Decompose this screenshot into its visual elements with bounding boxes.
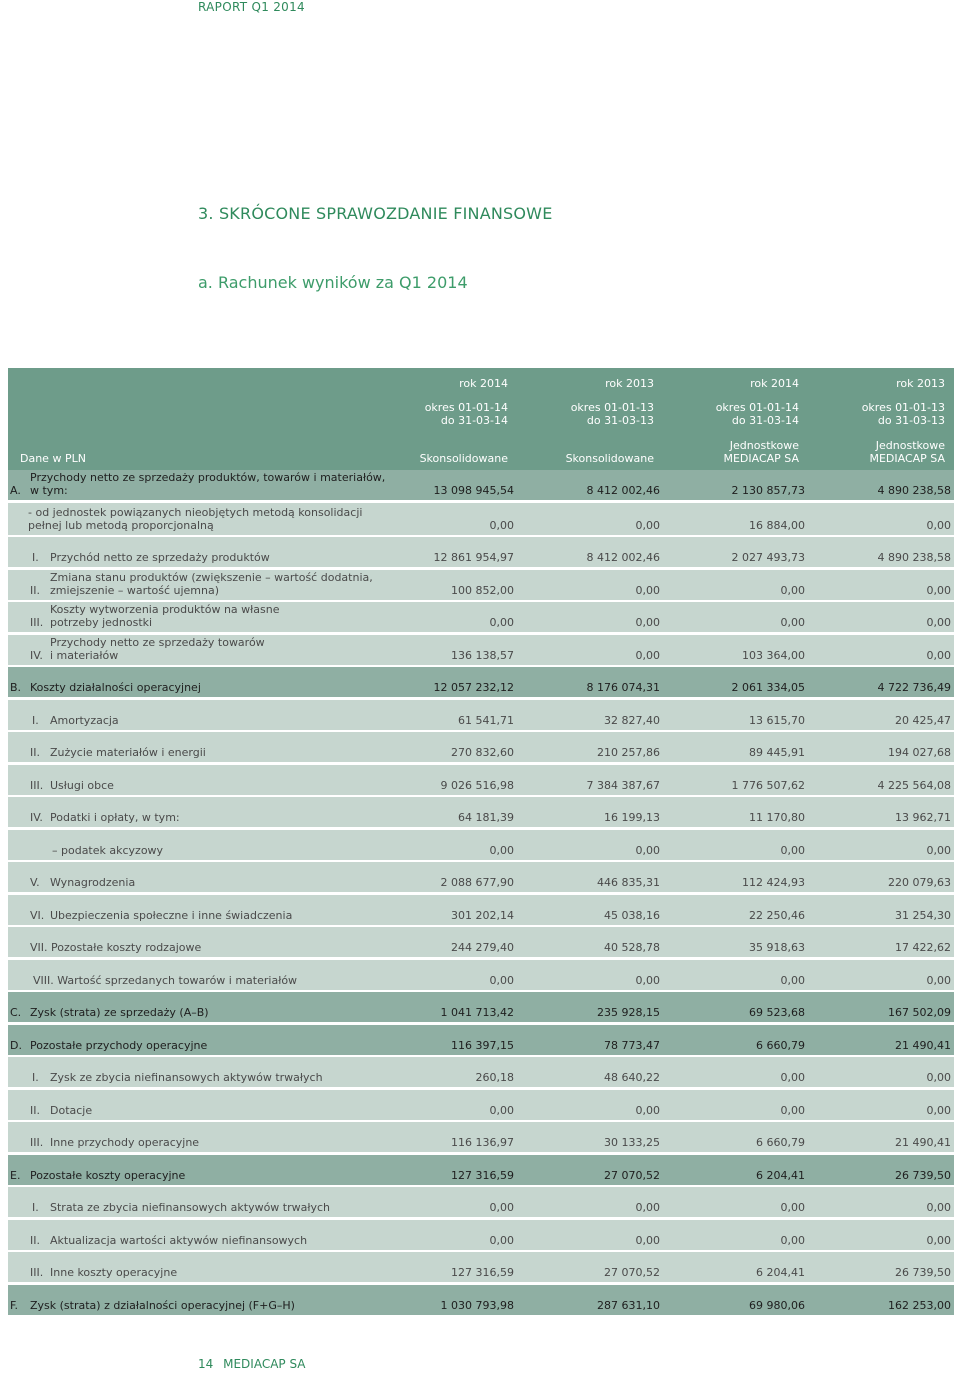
row-value-col-4: 0,00 xyxy=(926,583,951,597)
row-value-col-4: 20 425,47 xyxy=(895,713,951,727)
row-text: Pozostałe przychody operacyjne xyxy=(30,1038,208,1052)
row-value-col-2: 32 827,40 xyxy=(604,713,660,727)
row-number: III. xyxy=(30,1266,44,1279)
row-text: Zysk (strata) ze sprzedaży (A–B) xyxy=(30,1006,209,1019)
row-value-col-4: 4 722 736,49 xyxy=(877,681,951,694)
row-number: IV. xyxy=(30,811,43,824)
row-value-col-4: 31 254,30 xyxy=(895,908,951,922)
row-value-col-3: 6 660,79 xyxy=(756,1136,805,1149)
row-number: I. xyxy=(32,1201,39,1214)
row-value-col-1: 1 030 793,98 xyxy=(440,1298,514,1312)
row-value-col-4: 162 253,00 xyxy=(888,1298,951,1312)
row-value-col-1: 0,00 xyxy=(489,518,514,532)
row-value-col-4: 0,00 xyxy=(926,973,951,987)
row-value-col-2: 287 631,10 xyxy=(597,1298,660,1312)
row-value-col-4: 0,00 xyxy=(926,616,951,629)
table-row xyxy=(8,537,954,567)
row-value-col-1: 0,00 xyxy=(489,1103,514,1117)
row-value-col-2: 0,00 xyxy=(635,1103,660,1117)
row-value-col-2: 0,00 xyxy=(635,616,660,629)
section-title: 3. SKRÓCONE SPRAWOZDANIE FINANSOWE xyxy=(198,204,553,223)
col-period2-3: do 31-03-14 xyxy=(731,414,799,427)
row-value-col-2: 8 412 002,46 xyxy=(586,551,660,564)
col-period1-4: okres 01-01-13 xyxy=(861,401,945,414)
row-value-col-3: 0,00 xyxy=(780,1201,805,1214)
row-value-col-3: 2 130 857,73 xyxy=(731,484,805,497)
row-text: Usługi obce xyxy=(50,778,114,792)
table-row xyxy=(8,1187,954,1217)
table-header xyxy=(8,368,954,470)
table-row xyxy=(8,1155,954,1185)
row-number: II. xyxy=(30,1103,40,1117)
row-text: Wynagrodzenia xyxy=(50,876,136,889)
col-period2-4: do 31-03-13 xyxy=(877,414,945,427)
table-row xyxy=(8,1220,954,1250)
row-value-col-1: 12 057 232,12 xyxy=(433,681,514,694)
row-text: Aktualizacja wartości aktywów niefinansowych xyxy=(50,1233,308,1247)
row-text: Amortyzacja xyxy=(50,713,119,727)
row-number: B. xyxy=(10,681,22,694)
row-value-col-3: 0,00 xyxy=(780,973,805,987)
row-value-col-3: 103 364,00 xyxy=(742,648,805,662)
row-value-col-2: 0,00 xyxy=(635,1233,660,1247)
table-row xyxy=(8,960,954,990)
row-number: F. xyxy=(10,1298,19,1312)
row-value-col-1: 116 136,97 xyxy=(451,1136,514,1149)
row-value-col-2: 27 070,52 xyxy=(604,1168,660,1182)
running-header: RAPORT Q1 2014 xyxy=(198,0,305,14)
row-value-col-3: 0,00 xyxy=(780,1103,805,1117)
row-value-col-3: 16 884,00 xyxy=(749,518,805,532)
row-value-col-1: 116 397,15 xyxy=(451,1038,514,1052)
row-value-col-1: 100 852,00 xyxy=(451,583,514,597)
row-number: V. xyxy=(30,876,40,889)
row-text: Przychody netto ze sprzedaży produktów, towarów i materiałów, w tym: xyxy=(30,471,386,497)
row-value-col-1: 260,18 xyxy=(475,1071,514,1084)
table-row xyxy=(8,1285,954,1315)
table-row xyxy=(8,602,954,632)
row-value-col-4: 0,00 xyxy=(926,1071,951,1084)
row-value-col-1: 13 098 945,54 xyxy=(433,484,514,497)
col-period2-1: do 31-03-14 xyxy=(440,414,508,427)
row-value-col-4: 4 890 238,58 xyxy=(877,551,951,564)
subtitle: a. Rachunek wyników za Q1 2014 xyxy=(198,273,468,292)
row-value-col-4: 21 490,41 xyxy=(895,1136,951,1149)
table-row xyxy=(8,667,954,697)
row-number: I. xyxy=(32,1071,39,1084)
col-type2-4: MEDIACAP SA xyxy=(869,452,945,465)
row-value-col-3: 6 204,41 xyxy=(756,1266,805,1279)
row-value-col-4: 0,00 xyxy=(926,1103,951,1117)
row-number: III. xyxy=(30,1136,44,1149)
row-value-col-2: 30 133,25 xyxy=(604,1136,660,1149)
row-value-col-4: 0,00 xyxy=(926,518,951,532)
row-number: C. xyxy=(10,1006,22,1019)
row-value-col-1: 301 202,14 xyxy=(451,908,514,922)
row-number: I. xyxy=(32,713,39,727)
row-value-col-3: 35 918,63 xyxy=(749,941,805,954)
row-value-col-3: 22 250,46 xyxy=(749,908,805,922)
row-value-col-3: 0,00 xyxy=(780,583,805,597)
table-row xyxy=(8,1025,954,1055)
row-value-col-1: 9 026 516,98 xyxy=(440,778,514,792)
row-value-col-2: 235 928,15 xyxy=(597,1006,660,1019)
col-year-2: rok 2013 xyxy=(605,377,654,390)
row-value-col-2: 210 257,86 xyxy=(597,746,660,759)
table-row xyxy=(8,1122,954,1152)
table-row xyxy=(8,635,954,665)
table-row xyxy=(8,927,954,957)
row-value-col-2: 27 070,52 xyxy=(604,1266,660,1279)
row-value-col-1: 1 041 713,42 xyxy=(440,1006,514,1019)
table-body xyxy=(8,470,954,1315)
row-text: Przychód netto ze sprzedaży produktów xyxy=(50,551,270,564)
row-number: III. xyxy=(30,616,44,629)
row-value-col-3: 0,00 xyxy=(780,1071,805,1084)
row-text: Dotacje xyxy=(50,1103,93,1117)
row-value-col-1: 0,00 xyxy=(489,843,514,857)
col-period1-2: okres 01-01-13 xyxy=(570,401,654,414)
row-number: A. xyxy=(10,484,21,497)
row-value-col-1: 0,00 xyxy=(489,1233,514,1247)
row-value-col-4: 17 422,62 xyxy=(895,941,951,954)
row-text: Zysk (strata) z działalności operacyjnej (F+G–H) xyxy=(30,1298,295,1312)
row-value-col-2: 7 384 387,67 xyxy=(586,778,660,792)
row-text: Zużycie materiałów i energii xyxy=(50,746,206,759)
table-row xyxy=(8,700,954,730)
row-value-col-1: 0,00 xyxy=(489,973,514,987)
col-year-3: rok 2014 xyxy=(750,377,799,390)
table-row xyxy=(8,895,954,925)
row-value-col-4: 0,00 xyxy=(926,1201,951,1214)
row-value-col-1: 12 861 954,97 xyxy=(433,551,514,564)
page-footer xyxy=(198,1357,306,1371)
row-number: II. xyxy=(30,583,40,597)
row-value-col-1: 0,00 xyxy=(489,1201,514,1214)
row-text: Inne koszty operacyjne xyxy=(50,1266,178,1279)
table-row xyxy=(8,470,954,500)
row-number: IV. xyxy=(30,648,43,662)
income-statement-table xyxy=(8,368,954,1317)
row-value-col-4: 13 962,71 xyxy=(895,811,951,824)
row-value-col-4: 0,00 xyxy=(926,1233,951,1247)
row-text: Podatki i opłaty, w tym: xyxy=(50,811,180,824)
row-value-col-3: 6 204,41 xyxy=(756,1168,805,1182)
row-value-col-2: 78 773,47 xyxy=(604,1038,660,1052)
table-row xyxy=(8,765,954,795)
col-year-4: rok 2013 xyxy=(896,377,945,390)
table-row xyxy=(8,1057,954,1087)
row-value-col-3: 1 776 507,62 xyxy=(731,778,805,792)
table-row xyxy=(8,570,954,600)
row-value-col-4: 21 490,41 xyxy=(895,1038,951,1052)
row-number: E. xyxy=(10,1168,21,1182)
table-row xyxy=(8,1252,954,1282)
row-value-col-4: 194 027,68 xyxy=(888,746,951,759)
row-number: II. xyxy=(30,1233,40,1247)
row-value-col-4: 26 739,50 xyxy=(895,1266,951,1279)
row-value-col-4: 26 739,50 xyxy=(895,1168,951,1182)
row-value-col-1: 2 088 677,90 xyxy=(440,876,514,889)
row-value-col-3: 0,00 xyxy=(780,1233,805,1247)
row-value-col-1: 244 279,40 xyxy=(451,941,514,954)
row-text: Koszty działalności operacyjnej xyxy=(30,681,201,694)
table-row xyxy=(8,732,954,762)
row-value-col-4: 0,00 xyxy=(926,648,951,662)
row-text: Przychody netto ze sprzedaży towarów i materiałów xyxy=(50,635,265,662)
row-value-col-2: 0,00 xyxy=(635,648,660,662)
row-text: Inne przychody operacyjne xyxy=(50,1136,200,1149)
row-value-col-2: 0,00 xyxy=(635,843,660,857)
row-value-col-3: 0,00 xyxy=(780,843,805,857)
row-value-col-3: 2 027 493,73 xyxy=(731,551,805,564)
row-value-col-1: 270 832,60 xyxy=(451,746,514,759)
row-number: I. xyxy=(32,551,39,564)
col-period2-2: do 31-03-13 xyxy=(586,414,654,427)
row-value-col-2: 16 199,13 xyxy=(604,811,660,824)
row-value-col-2: 48 640,22 xyxy=(604,1071,660,1084)
row-value-col-2: 0,00 xyxy=(635,583,660,597)
row-value-col-3: 11 170,80 xyxy=(749,811,805,824)
row-value-col-4: 220 079,63 xyxy=(888,876,951,889)
row-value-col-2: 0,00 xyxy=(635,973,660,987)
row-value-col-3: 89 445,91 xyxy=(749,746,805,759)
currency-label: Dane w PLN xyxy=(20,452,86,465)
row-text: Ubezpieczenia społeczne i inne świadczenia xyxy=(50,908,293,922)
col-type2-1: Skonsolidowane xyxy=(419,452,508,465)
row-value-col-3: 13 615,70 xyxy=(749,713,805,727)
row-value-col-2: 0,00 xyxy=(635,518,660,532)
col-year-1: rok 2014 xyxy=(459,377,508,390)
table-row xyxy=(8,503,954,535)
row-text: VIII. Wartość sprzedanych towarów i materiałów xyxy=(33,973,298,987)
row-value-col-3: 112 424,93 xyxy=(742,876,805,889)
row-value-col-4: 167 502,09 xyxy=(888,1006,951,1019)
row-value-col-2: 0,00 xyxy=(635,1201,660,1214)
row-value-col-1: 136 138,57 xyxy=(451,648,514,662)
row-value-col-2: 8 176 074,31 xyxy=(586,681,660,694)
row-value-col-2: 45 038,16 xyxy=(604,908,660,922)
col-period1-1: okres 01-01-14 xyxy=(424,401,508,414)
row-value-col-3: 69 523,68 xyxy=(749,1006,805,1019)
table-row xyxy=(8,992,954,1022)
row-number: III. xyxy=(30,778,44,792)
page-number: 14 xyxy=(198,1357,214,1371)
row-text: Koszty wytworzenia produktów na własne potrzeby jednostki xyxy=(50,603,280,629)
row-value-col-3: 2 061 334,05 xyxy=(731,681,805,694)
row-text: VII. Pozostałe koszty rodzajowe xyxy=(30,941,202,954)
table-row xyxy=(8,1090,954,1120)
row-value-col-3: 0,00 xyxy=(780,616,805,629)
row-text: Pozostałe koszty operacyjne xyxy=(30,1168,186,1182)
row-value-col-1: 127 316,59 xyxy=(451,1266,514,1279)
row-number: II. xyxy=(30,746,40,759)
row-value-col-1: 64 181,39 xyxy=(458,811,514,824)
table-row xyxy=(8,797,954,827)
col-type1-4: Jednostkowe xyxy=(875,439,945,452)
row-text: Strata ze zbycia niefinansowych aktywów trwałych xyxy=(50,1201,331,1214)
row-value-col-1: 61 541,71 xyxy=(458,713,514,727)
row-value-col-1: 0,00 xyxy=(489,616,514,629)
row-text: Zysk ze zbycia niefinansowych aktywów trwałych xyxy=(50,1071,323,1084)
col-type2-2: Skonsolidowane xyxy=(565,452,654,465)
col-period1-3: okres 01-01-14 xyxy=(715,401,799,414)
row-text: - od jednostek powiązanych nieobjętych metodą konsolidacji pełnej lub metodą proporcjonalną xyxy=(28,505,363,532)
footer-brand: MEDIACAP SA xyxy=(223,1357,306,1371)
col-type1-3: Jednostkowe xyxy=(729,439,799,452)
row-value-col-1: 127 316,59 xyxy=(451,1168,514,1182)
row-value-col-3: 69 980,06 xyxy=(749,1298,805,1312)
row-value-col-2: 8 412 002,46 xyxy=(586,484,660,497)
row-number: VI. xyxy=(30,908,45,922)
row-value-col-2: 40 528,78 xyxy=(604,941,660,954)
row-value-col-4: 0,00 xyxy=(926,843,951,857)
row-value-col-4: 4 890 238,58 xyxy=(877,484,951,497)
row-text: Zmiana stanu produktów (zwiększenie – wartość dodatnia, zmiejszenie – wartość ujemna) xyxy=(50,570,373,597)
row-value-col-3: 6 660,79 xyxy=(756,1038,805,1052)
table-row xyxy=(8,830,954,860)
row-number: D. xyxy=(10,1038,22,1052)
table-row xyxy=(8,862,954,892)
row-value-col-4: 4 225 564,08 xyxy=(877,778,951,792)
row-text: – podatek akcyzowy xyxy=(52,843,164,857)
col-type2-3: MEDIACAP SA xyxy=(723,452,799,465)
row-value-col-2: 446 835,31 xyxy=(597,876,660,889)
